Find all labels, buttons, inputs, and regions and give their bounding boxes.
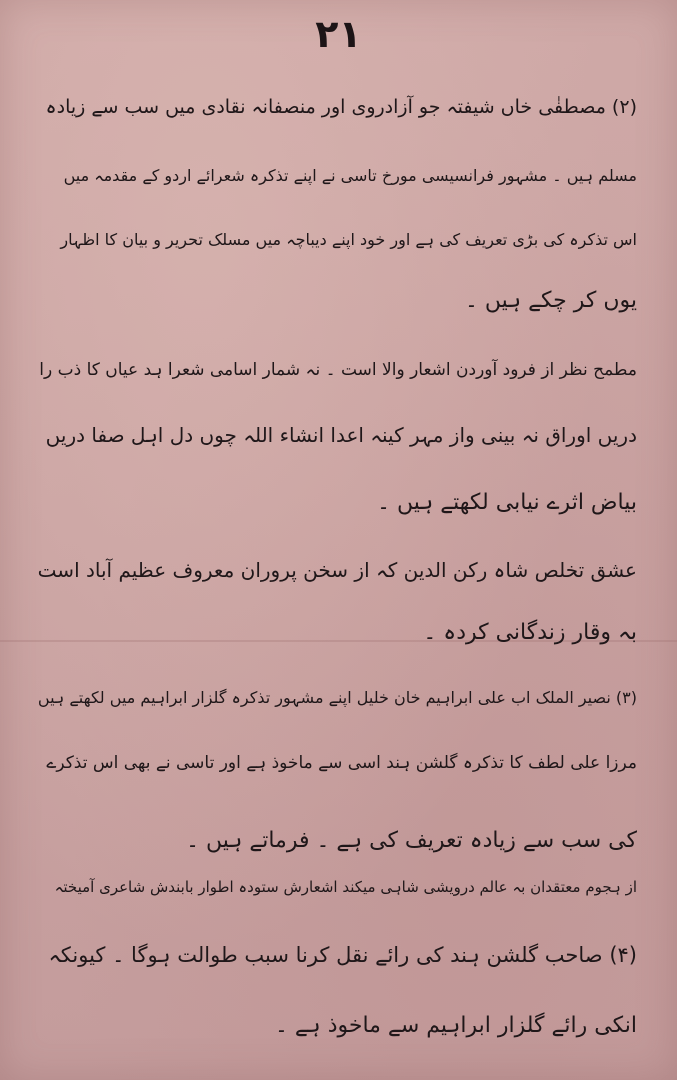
- text-line-10: (۳) نصیر الملک اب علی ابراہیم خان خلیل اپنے مشہور تذکرہ گلزار ابراہیم میں لکھتے ہیں: [37, 688, 637, 707]
- text-line-8: عشق تخلص شاہ رکن الدین کہ از سخن پروران معروف عظیم آباد است: [37, 558, 637, 582]
- text-line-15: انکی رائے گلزار ابراہیم سے ماخوذ ہے ۔: [275, 1013, 637, 1038]
- text-line-14: (۴) صاحب گلشن ہند کی رائے نقل کرنا سبب طوالت ہوگا ۔ کیونکہ: [48, 943, 637, 967]
- text-line-11: مرزا علی لطف کا تذکرہ گلشن ہند اسی سے ماخوذ ہے اور تاسی نے بھی اس تذکرے: [46, 753, 637, 773]
- text-line-13: از ہجوم معتقدان بہ عالم درویشی شاہی میکند اشعارش ستودہ اطوار بابندش شاعری آمیختہ: [54, 878, 637, 896]
- text-line-5: مطمح نظر از فرود آوردن اشعار والا است ۔ نہ شمار اسامی شعرا ہد عیاں کا ذب را: [39, 360, 637, 380]
- text-line-7: بیاض اثرے نیابی لکھتے ہیں ۔: [377, 490, 637, 515]
- text-line-3: اس تذکرہ کی بڑی تعریف کی ہے اور خود اپنے دیباچہ میں مسلک تحریر و بیان کا اظہار: [60, 230, 637, 249]
- text-line-1: (۲) مصطفٰی خاں شیفتہ جو آزادروی اور منصفانہ نقادی میں سب سے زیادہ: [45, 96, 637, 118]
- text-line-9: بہ وقار زندگانی کردہ ۔: [423, 620, 637, 645]
- text-line-6: دریں اوراق نہ بینی واز مہر کینہ اعدا انشاء اللہ چوں دل اہل صفا دریں: [45, 423, 637, 447]
- text-line-2: مسلم ہیں ۔ مشہور فرانسیسی مورخ تاسی نے اپنے تذکرہ شعرائے اردو کے مقدمہ میں: [63, 166, 637, 185]
- page-number: ۲۱: [315, 12, 362, 56]
- text-line-12: کی سب سے زیادہ تعریف کی ہے ۔ فرماتے ہیں ۔: [186, 828, 637, 853]
- text-line-4: یوں کر چکے ہیں ۔: [464, 288, 637, 313]
